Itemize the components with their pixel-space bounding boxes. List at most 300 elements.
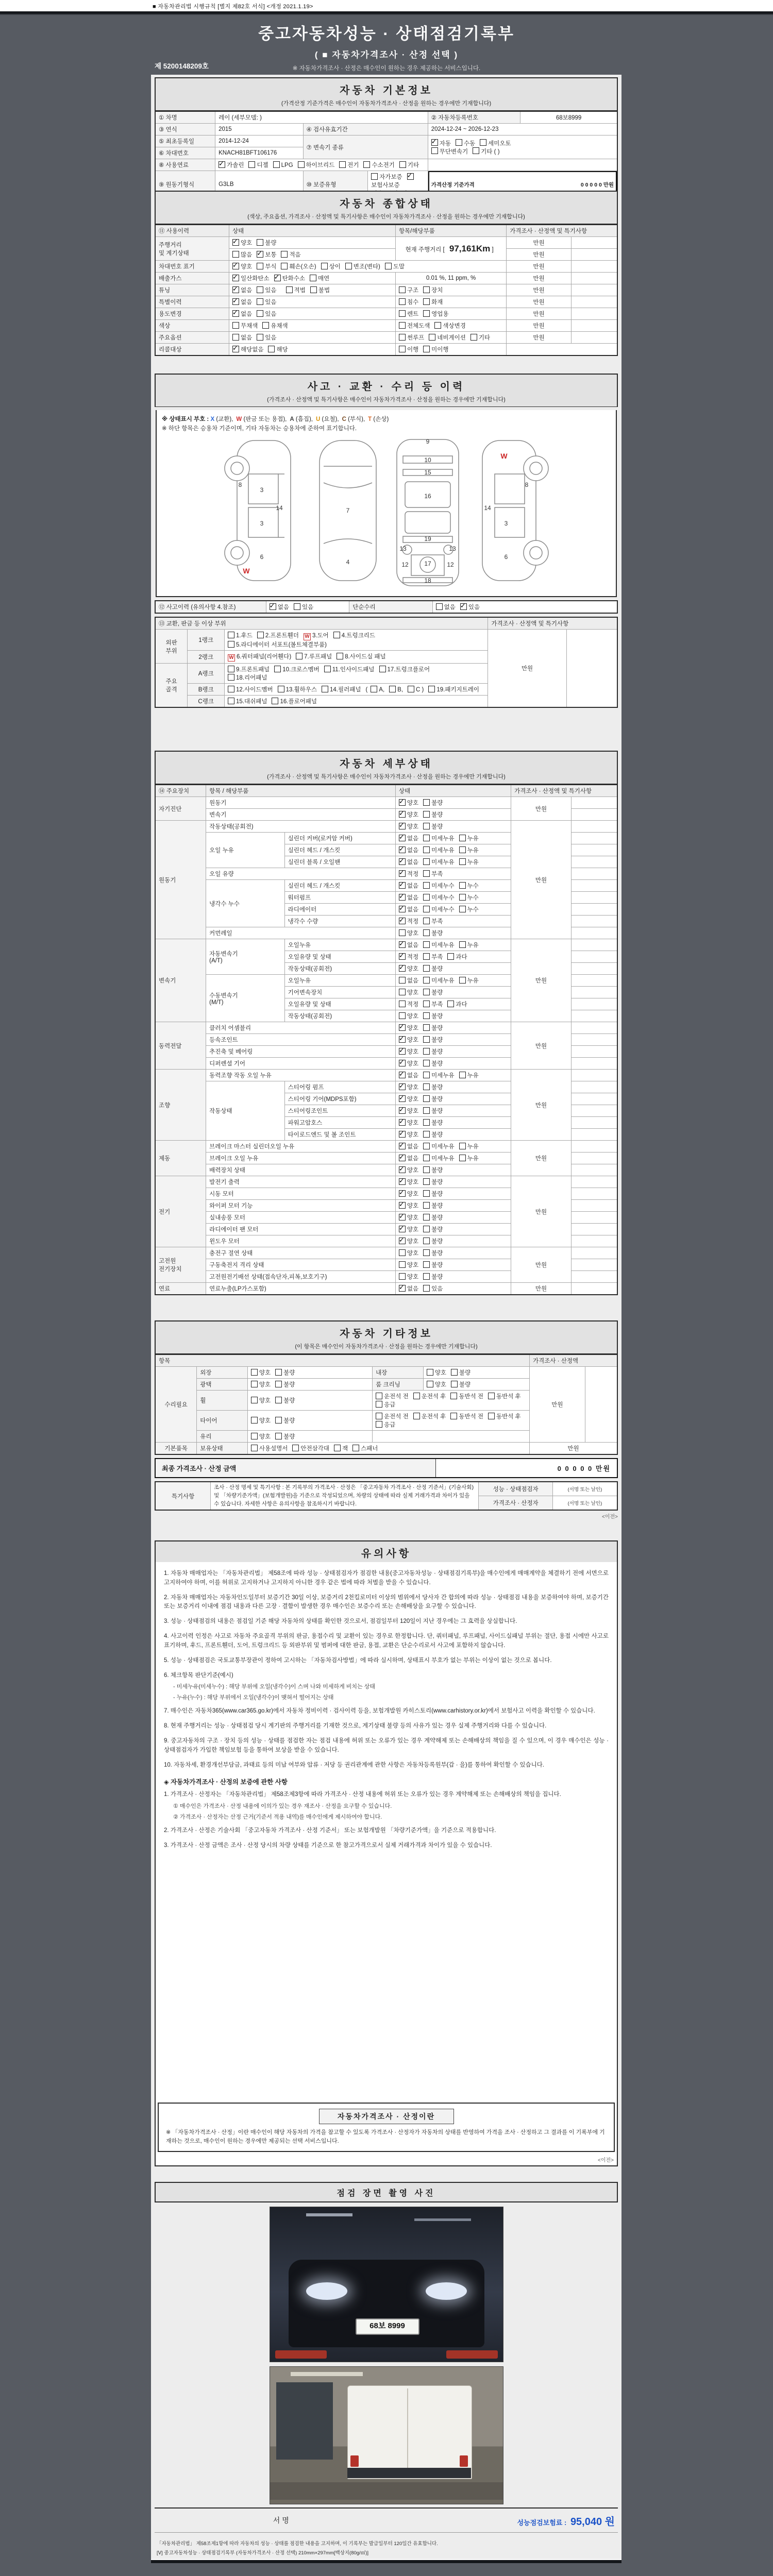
checkbox[interactable] — [423, 811, 430, 818]
checkbox[interactable] — [275, 1417, 282, 1423]
cell — [571, 916, 617, 927]
cell: 2014-12-24 — [215, 135, 303, 147]
cell: ✓ 없음 미세누유 누유 — [395, 1141, 511, 1153]
checkbox[interactable] — [399, 929, 406, 936]
checkbox[interactable] — [310, 286, 317, 293]
checkbox[interactable] — [399, 1131, 406, 1138]
checkbox[interactable] — [232, 298, 239, 305]
checkbox[interactable] — [399, 1107, 406, 1114]
notice-item: 8. 현재 주행거리는 성능 · 상태점검 당시 계기판의 주행거리를 기재한 것으로, 계기상태 불량 등의 사유가 있는 경우 실제 주행거리와 다를 수 있습니다. — [164, 1723, 547, 1730]
checkbox[interactable] — [399, 310, 406, 317]
checkbox[interactable] — [423, 1083, 430, 1090]
cell: KNACH81BFT106176 — [215, 147, 303, 159]
cell — [571, 1141, 617, 1153]
section-footer — [155, 2537, 618, 2556]
cell: 배력장치 상태 — [206, 1164, 396, 1176]
checkbox[interactable] — [257, 632, 264, 638]
checkbox[interactable] — [345, 263, 352, 269]
checkbox[interactable] — [399, 298, 406, 305]
checkbox[interactable] — [460, 603, 467, 610]
cell: 시동 모터 — [206, 1188, 396, 1200]
checkbox[interactable] — [423, 1143, 430, 1149]
checkbox[interactable] — [399, 1036, 406, 1043]
checkbox[interactable] — [450, 1413, 457, 1419]
checkbox[interactable] — [423, 1012, 430, 1019]
checkbox[interactable] — [399, 286, 406, 293]
cell: ② 자동차등록번호 — [428, 111, 520, 124]
checkbox[interactable] — [363, 161, 370, 168]
checkbox[interactable] — [399, 1024, 406, 1031]
checkbox[interactable] — [228, 686, 234, 692]
checker-label: 성능 · 상태점검자 — [479, 1482, 553, 1496]
checkbox[interactable] — [262, 322, 269, 329]
cell — [571, 1224, 617, 1235]
cell: ⑫ 사고이력 (유의사항 4.참조) — [155, 601, 266, 613]
cell — [571, 1046, 617, 1058]
checkbox[interactable] — [399, 1214, 406, 1221]
cell: 무채색 유채색 — [229, 320, 396, 332]
cell — [571, 1212, 617, 1224]
cell: 많음 ✓ 보통 적음 — [229, 249, 396, 261]
cell: ✓ 일산화탄소 ✓ 탄화수소 매연 — [229, 273, 396, 284]
diagram-part-number: 10 — [424, 456, 431, 464]
cell — [571, 1093, 617, 1105]
checkbox[interactable] — [399, 1095, 406, 1102]
checkbox[interactable] — [459, 977, 466, 984]
checkbox[interactable] — [399, 989, 406, 995]
checkbox[interactable] — [459, 835, 466, 841]
cell: 특별이력 — [155, 296, 229, 308]
checkbox[interactable] — [257, 334, 263, 341]
bottom-divider — [151, 2559, 621, 2563]
checkbox[interactable] — [423, 870, 430, 877]
top-strip — [0, 0, 773, 11]
checkbox[interactable] — [423, 346, 430, 352]
checkbox[interactable] — [447, 1001, 454, 1007]
checkbox[interactable] — [399, 1155, 406, 1161]
checkbox[interactable] — [423, 894, 430, 901]
checkbox[interactable] — [228, 674, 234, 681]
checkbox[interactable] — [423, 1107, 430, 1114]
cell: 보유상태 — [197, 1443, 248, 1455]
accident-subtitle: (가격조사 · 산정액 및 특기사항은 매수인이 자동차가격조사 · 산정을 원하는 경우에만 기재합니다) — [267, 397, 506, 403]
footer-line-1: 「자동차관리법」 제58조제1항에 따라 자동차의 성능 · 상태를 점검한 내용을 고지하며, 이 기록부는 발급일부터 120일간 유효합니다. — [157, 2541, 438, 2547]
cell — [571, 1034, 617, 1046]
checkbox[interactable] — [423, 1155, 430, 1161]
checkbox[interactable] — [459, 1143, 466, 1149]
checkbox[interactable] — [423, 918, 430, 924]
checkbox[interactable] — [429, 334, 435, 341]
checkbox[interactable] — [399, 1143, 406, 1149]
diagram-part-number: 15 — [424, 469, 431, 476]
checkbox[interactable] — [427, 1381, 433, 1387]
checkbox[interactable] — [371, 173, 378, 180]
checkbox[interactable] — [399, 1012, 406, 1019]
checkbox[interactable] — [423, 1048, 430, 1055]
checkbox[interactable] — [459, 846, 466, 853]
checkbox[interactable] — [407, 173, 414, 180]
checkbox[interactable] — [389, 686, 396, 692]
checkbox[interactable] — [423, 846, 430, 853]
checkbox[interactable] — [399, 1048, 406, 1055]
checkbox[interactable] — [251, 1381, 258, 1387]
cell — [571, 1010, 617, 1022]
checkbox[interactable] — [456, 139, 462, 146]
cell: 만원 — [511, 1283, 572, 1295]
cell — [571, 1105, 617, 1117]
checkbox[interactable] — [459, 941, 466, 948]
checkbox[interactable] — [427, 1369, 433, 1376]
checkbox[interactable] — [399, 953, 406, 960]
checkbox[interactable] — [459, 894, 466, 901]
cell: 색상 — [155, 320, 229, 332]
legend-note: ※ 하단 항목은 승용차 기준이며, 기타 자동차는 승용차에 준하여 표기합니다. — [162, 426, 357, 432]
checkbox[interactable] — [333, 632, 340, 638]
checkbox[interactable] — [257, 298, 263, 305]
checkbox[interactable] — [423, 1072, 430, 1078]
checkbox[interactable] — [423, 989, 430, 995]
checkbox[interactable] — [399, 965, 406, 972]
checkbox[interactable] — [232, 251, 239, 258]
checkbox[interactable] — [298, 161, 305, 168]
checkbox[interactable] — [376, 1401, 382, 1408]
checkbox[interactable] — [251, 1397, 258, 1403]
checkbox[interactable] — [399, 322, 406, 329]
checkbox[interactable] — [278, 686, 284, 692]
checkbox[interactable] — [399, 1249, 406, 1256]
checkbox[interactable] — [423, 965, 430, 972]
checkbox[interactable] — [251, 1417, 258, 1423]
cell: ✓ 양호 불량 — [395, 1176, 511, 1188]
checkbox[interactable] — [251, 1369, 258, 1376]
checkbox[interactable] — [399, 1238, 406, 1244]
checkbox[interactable] — [423, 1119, 430, 1126]
footer-line-2: [Ⅴ] 중고자동차성능 · 상태점검기록부 (자동차가격조사 · 산정 선택) 210mm×297mm[백상지(80g/㎡)] — [157, 2550, 369, 2556]
cell: 실린더 블록 / 오일팬 — [284, 856, 395, 868]
checkbox[interactable] — [423, 1024, 430, 1031]
checkbox[interactable] — [399, 977, 406, 984]
checkbox[interactable] — [399, 846, 406, 853]
cell: C랭크 — [188, 696, 225, 708]
checkbox[interactable] — [434, 322, 441, 329]
checkbox[interactable] — [257, 263, 263, 269]
checkbox[interactable] — [399, 1202, 406, 1209]
checkbox[interactable] — [371, 686, 377, 692]
status-code-A: A — [290, 416, 294, 422]
checkbox[interactable] — [251, 1433, 258, 1439]
checkbox[interactable] — [436, 603, 443, 610]
checkbox[interactable] — [459, 858, 466, 865]
checkbox[interactable] — [352, 1445, 359, 1451]
cell: 차대번호 표기 — [155, 261, 229, 273]
checkbox[interactable] — [423, 835, 430, 841]
diagram-part-number: 8 — [525, 481, 528, 488]
checkbox[interactable] — [257, 239, 263, 246]
checkbox[interactable] — [473, 147, 479, 154]
checkbox[interactable] — [399, 346, 406, 352]
checkbox[interactable] — [423, 941, 430, 948]
checkbox[interactable] — [270, 603, 276, 610]
cell: 변속기 — [155, 939, 206, 1022]
signature-label[interactable]: 서명 — [273, 2516, 291, 2524]
checkbox[interactable] — [399, 161, 406, 168]
checkbox[interactable] — [488, 1413, 495, 1419]
checkbox[interactable] — [272, 698, 278, 704]
checkbox[interactable] — [399, 906, 406, 912]
checkbox[interactable] — [399, 870, 406, 877]
cell: 타이로드엔드 및 볼 조인트 — [284, 1129, 395, 1141]
checkbox[interactable] — [423, 953, 430, 960]
diagram-part-number: 7 — [346, 507, 349, 514]
checkbox[interactable] — [399, 894, 406, 901]
checkbox[interactable] — [423, 1285, 430, 1292]
checkbox[interactable] — [232, 334, 239, 341]
diagram-part-number: 13 — [448, 545, 456, 552]
checkbox[interactable] — [423, 1238, 430, 1244]
cell: 튜닝 — [155, 284, 229, 296]
checkbox[interactable] — [413, 1413, 420, 1419]
checkbox[interactable] — [408, 686, 414, 692]
checkbox[interactable] — [423, 906, 430, 912]
checkbox[interactable] — [275, 1433, 282, 1439]
cell: 양호 불량 — [247, 1411, 372, 1431]
checkbox[interactable] — [281, 251, 288, 258]
checkbox[interactable] — [399, 1226, 406, 1232]
checkbox[interactable] — [413, 1393, 420, 1399]
checkbox[interactable] — [232, 346, 239, 352]
checkbox[interactable] — [399, 823, 406, 829]
checkbox[interactable] — [321, 263, 328, 269]
cell: 전체도색 색상변경 — [395, 320, 506, 332]
checkbox[interactable] — [399, 882, 406, 889]
appraiser-sign-area[interactable]: (서명 또는 날인) — [552, 1496, 617, 1511]
cell — [571, 844, 617, 856]
cell: ✓ 양호 불량 — [395, 1093, 511, 1105]
checkbox[interactable] — [232, 239, 239, 246]
checkbox[interactable] — [399, 1072, 406, 1078]
notice-item: 1. 자동차 매매업자는 「자동차관리법」 제58조에 따라 성능 · 상태점검자가 점검한 내용(중고자동차성능 · 상태점검기록부)을 매수인에게 매매계약을 체결하기 전에 서면으로 고지하여야 하며, 이를 허위로 고지하거나 고지하지 아니한 경우 같은 법에 따라 처벌을 받을 수 있습니다. — [164, 1570, 609, 1586]
checkbox[interactable] — [488, 1393, 495, 1399]
checkbox[interactable] — [219, 161, 225, 168]
checkbox[interactable] — [399, 799, 406, 806]
checkbox[interactable] — [399, 1285, 406, 1292]
checkbox[interactable] — [423, 882, 430, 889]
cell: 만원 — [511, 821, 572, 939]
checkbox[interactable] — [232, 275, 239, 281]
checkbox[interactable] — [423, 1060, 430, 1066]
checkbox[interactable] — [399, 334, 406, 341]
cell: ✓ 양호 불량 — [395, 821, 511, 833]
overall-condition-table — [155, 224, 618, 356]
checkbox[interactable] — [399, 1273, 406, 1280]
checkbox[interactable] — [459, 906, 466, 912]
checkbox[interactable] — [322, 686, 328, 692]
checkbox[interactable] — [431, 147, 438, 154]
checkbox[interactable] — [470, 334, 477, 341]
cell: 항목 — [155, 1354, 530, 1367]
checkbox[interactable] — [257, 310, 263, 317]
cell — [571, 1247, 617, 1259]
checkbox[interactable] — [296, 653, 303, 659]
checkbox[interactable] — [423, 823, 430, 829]
checkbox[interactable] — [423, 1214, 430, 1221]
cell: 현재 주행거리 [ 97,161Km ] — [395, 237, 506, 261]
checkbox[interactable] — [399, 1119, 406, 1126]
cell — [571, 320, 617, 332]
checkbox[interactable] — [334, 1445, 341, 1451]
cell — [571, 332, 617, 344]
checkbox[interactable] — [228, 698, 234, 704]
checkbox[interactable] — [232, 322, 239, 329]
remarks-text: 조사 · 산정 명세 및 특기사항 : 본 기록부의 가격조사 · 산정은 「중고자동차 가격조사 · 산정 기준서」(기술사회) 및 「차량기준가액」(보험개발원)을 기준으로 작성되었으며, 차량의 상태에 따라 실제 거래가격과 차이가 있을 수 있습니다. 자세한 사항은 유의사항을 참조하시기 바랍니다. — [211, 1482, 479, 1510]
checkbox[interactable] — [451, 1369, 458, 1376]
checkbox[interactable] — [423, 1178, 430, 1185]
final-appraisal-row — [155, 1458, 618, 1478]
checkbox[interactable] — [376, 1421, 382, 1428]
page-marker-2[interactable]: <이전> — [598, 2158, 614, 2163]
checkbox[interactable] — [376, 1393, 382, 1399]
cell: 상태 — [229, 225, 396, 237]
checkbox[interactable] — [324, 666, 331, 672]
checkbox[interactable] — [399, 1060, 406, 1066]
extra-info-table — [155, 1354, 618, 1455]
cell: ✓ 양호 불량 — [395, 1129, 511, 1141]
checkbox[interactable] — [459, 1155, 466, 1161]
checkbox[interactable] — [232, 263, 239, 269]
checkbox[interactable] — [423, 1095, 430, 1102]
cell — [571, 1022, 617, 1034]
checkbox[interactable] — [268, 346, 275, 352]
cell: 수동변속기 (M/T) — [206, 975, 284, 1022]
cell: 제동 — [155, 1141, 206, 1176]
checkbox[interactable] — [423, 1273, 430, 1280]
checkbox[interactable] — [248, 161, 255, 168]
checkbox[interactable] — [480, 139, 486, 146]
cell: B랭크 — [188, 684, 225, 696]
checkbox[interactable] — [423, 858, 430, 865]
cell: 양호 불량 — [395, 1271, 511, 1283]
diagram-part-number: 8 — [238, 481, 242, 488]
checkbox[interactable] — [399, 858, 406, 865]
checkbox[interactable] — [423, 1226, 430, 1232]
inspection-photo-rear — [270, 2366, 503, 2504]
checkbox[interactable] — [423, 310, 430, 317]
checkbox[interactable] — [376, 1413, 382, 1419]
w-mark: W — [304, 633, 311, 640]
checkbox[interactable] — [423, 1190, 430, 1197]
checkbox[interactable] — [399, 1083, 406, 1090]
checkbox[interactable] — [274, 275, 281, 281]
checkbox[interactable] — [459, 882, 466, 889]
checkbox[interactable] — [286, 286, 293, 293]
cell: ✓ 적정 부족 — [395, 916, 511, 927]
cell: 브레이크 오일 누유 — [206, 1153, 396, 1164]
checkbox[interactable] — [232, 310, 239, 317]
checkbox[interactable] — [459, 1072, 466, 1078]
checkbox[interactable] — [228, 666, 234, 672]
checkbox[interactable] — [232, 286, 239, 293]
checkbox[interactable] — [423, 1131, 430, 1138]
checkbox[interactable] — [447, 953, 454, 960]
checkbox[interactable] — [275, 1369, 282, 1376]
checkbox[interactable] — [399, 1166, 406, 1173]
checkbox[interactable] — [423, 977, 430, 984]
cell: 휠 — [197, 1391, 248, 1411]
checkbox[interactable] — [339, 161, 346, 168]
cell: 외장 — [197, 1367, 248, 1379]
checkbox[interactable] — [450, 1393, 457, 1399]
page-marker[interactable]: <이전> — [602, 1514, 618, 1520]
checkbox[interactable] — [385, 263, 392, 269]
checkbox[interactable] — [257, 251, 263, 258]
cell — [571, 963, 617, 975]
checkbox[interactable] — [399, 918, 406, 924]
checkbox[interactable] — [257, 286, 263, 293]
appraisal-definition-box — [158, 2103, 615, 2152]
checkbox[interactable] — [399, 811, 406, 818]
cell: 연료 — [155, 1283, 206, 1295]
diagram-part-number: 3 — [504, 520, 508, 527]
checkbox[interactable] — [423, 799, 430, 806]
checkbox[interactable] — [423, 1036, 430, 1043]
checkbox[interactable] — [399, 1001, 406, 1007]
checkbox[interactable] — [337, 653, 343, 659]
checkbox[interactable] — [294, 603, 300, 610]
checkbox[interactable] — [275, 1381, 282, 1387]
guarantee-items — [162, 1790, 611, 1850]
checkbox[interactable] — [399, 1178, 406, 1185]
checkbox[interactable] — [423, 1001, 430, 1007]
checkbox[interactable] — [431, 139, 438, 146]
checkbox[interactable] — [281, 263, 288, 269]
cell: 워터펌프 — [284, 892, 395, 904]
checkbox[interactable] — [423, 298, 430, 305]
checkbox[interactable] — [423, 1166, 430, 1173]
checkbox[interactable] — [423, 1249, 430, 1256]
checkbox[interactable] — [310, 275, 316, 281]
cell: 작동상태(공회전) — [284, 963, 395, 975]
checkbox[interactable] — [251, 1445, 258, 1451]
checkbox[interactable] — [423, 929, 430, 936]
checkbox[interactable] — [451, 1381, 458, 1387]
checkbox[interactable] — [399, 835, 406, 841]
checkbox[interactable] — [428, 686, 435, 692]
cell: 침수 화재 — [395, 296, 506, 308]
cell: 양호 불량 — [395, 927, 511, 939]
cell: 기본품목 — [155, 1443, 197, 1455]
overall-title: 자동차 종합상태 — [340, 198, 433, 210]
checkbox[interactable] — [399, 1190, 406, 1197]
checkbox[interactable] — [423, 286, 430, 293]
basic-info-title: 자동차 기본정보 — [340, 85, 433, 96]
checkbox[interactable] — [379, 666, 386, 672]
checkbox[interactable] — [275, 1397, 282, 1403]
checkbox[interactable] — [423, 1202, 430, 1209]
checkbox[interactable] — [228, 632, 234, 638]
checkbox[interactable] — [292, 1445, 299, 1451]
checkbox[interactable] — [273, 161, 280, 168]
checkbox[interactable] — [399, 1261, 406, 1268]
cell: 와이퍼 모터 기능 — [206, 1200, 396, 1212]
cell: ✓ 없음 미세누수 누수 — [395, 892, 511, 904]
diagram-part-number: 4 — [346, 558, 349, 566]
checker-sign-area[interactable]: (서명 또는 날인) — [552, 1482, 617, 1496]
cell: ✓ 없음 미세누유 누유 — [395, 833, 511, 844]
checkbox[interactable] — [228, 641, 234, 648]
checkbox[interactable] — [274, 666, 281, 672]
checkbox[interactable] — [399, 941, 406, 948]
checkbox[interactable] — [423, 1261, 430, 1268]
